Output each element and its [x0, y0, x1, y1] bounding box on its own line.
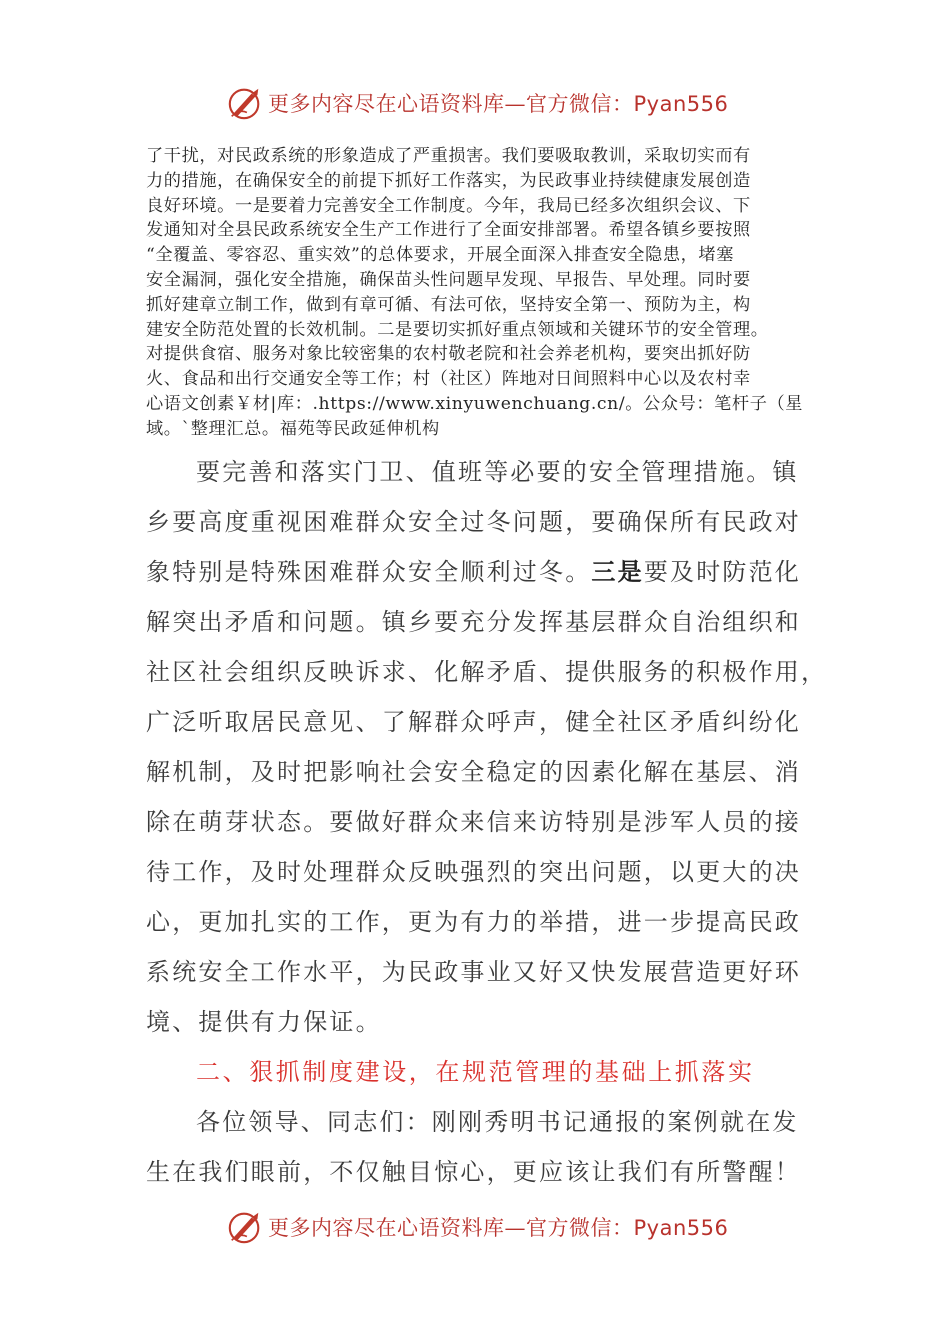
small-line: 建安全防范处置的长效机制。二是要切实抓好重点领域和关键环节的安全管理。: [146, 319, 769, 340]
small-line: 了干扰，对民政系统的形象造成了严重损害。我们要吸取教训，采取切实而有: [146, 146, 751, 166]
body-line: 待工作，及时处理群众反映强烈的突出问题，以更大的决: [146, 858, 801, 886]
body-line: 社区社会组织反映诉求、化解矛盾、提供服务的积极作用，: [146, 658, 828, 686]
body-line: 各位领导、同志们：刚刚秀明书记通报的案例就在发: [196, 1108, 799, 1136]
body-line: [146, 547, 802, 597]
small-line: 良好环境。一是要着力完善安全工作制度。今年，我局已经多次组织会议、下: [146, 195, 751, 216]
small-line: 抓好建章立制工作，做到有章可循、有法可依，坚持安全第一、预防为主，构: [146, 294, 751, 315]
body-line: 境、提供有力保证。: [146, 1008, 382, 1036]
small-line: 域。`整理汇总。福苑等民政延伸机构: [146, 418, 440, 439]
body-text: 要及时防范化: [643, 558, 802, 586]
banner-text: [268, 88, 728, 118]
body-line: 心，更加扎实的工作，更为有力的举措，进一步提高民政: [146, 908, 801, 936]
body-line: 解机制，及时把影响社会安全稳定的因素化解在基层、消: [146, 758, 801, 786]
banner-label: 更多内容尽在心语资料库—官方微信：: [268, 92, 634, 116]
small-line: 火、食品和出行交通安全等工作；村（社区）阵地对日间照料中心以及农村幸: [146, 369, 751, 390]
body-line: 广泛听取居民意见、了解群众呼声，健全社区矛盾纠纷化: [146, 708, 801, 736]
body-line: 生在我们眼前，不仅触目惊心，更应该让我们有所警醒！: [146, 1158, 801, 1186]
footer-banner: [226, 1208, 746, 1246]
pen-logo-icon: [226, 84, 264, 122]
banner-text: [268, 1212, 728, 1242]
body-line: 系统安全工作水平，为民政事业又好又快发展营造更好环: [146, 958, 801, 986]
banner-wechat-id: Pyan556: [633, 1216, 729, 1240]
body-line: 乡要高度重视困难群众安全过冬问题，要确保所有民政对: [146, 508, 801, 536]
body-line: 要完善和落实门卫、值班等必要的安全管理措施。镇: [196, 458, 799, 486]
small-line: 力的措施，在确保安全的前提下抓好工作落实，为民政事业持续健康发展创造: [146, 170, 751, 191]
header-banner: [226, 84, 746, 122]
small-line: 安全漏洞，强化安全措施，确保苗头性问题早发现、早报告、早处理。同时要: [146, 269, 751, 290]
small-line: “全覆盖、零容忍、重实效”的总体要求，开展全面深入排查安全隐患，堵塞: [146, 245, 734, 266]
pen-logo-icon: [226, 1208, 264, 1246]
body-line: 除在萌芽状态。要做好群众来信来访特别是涉军人员的接: [146, 808, 801, 836]
bold-marker: 三是: [591, 557, 644, 586]
body-line: 解突出矛盾和问题。镇乡要充分发挥基层群众自治组织和: [146, 608, 801, 636]
main-text-block: [146, 447, 828, 1197]
banner-wechat-id: Pyan556: [633, 92, 729, 116]
small-text-block: [146, 144, 818, 442]
small-line: 心语文创素￥材|库：.https://www.xinyuwenchuang.cn/。公众号：笔杆子（星: [146, 393, 804, 414]
small-line: 对提供食宿、服务对象比较密集的农村敬老院和社会养老机构，要突出抓好防: [146, 344, 751, 365]
small-line: 发通知对全县民政系统安全生产工作进行了全面安排部署。希望各镇乡要按照: [146, 220, 751, 241]
body-text: 象特别是特殊困难群众安全顺利过冬。: [146, 558, 592, 586]
banner-label: 更多内容尽在心语资料库—官方微信：: [268, 1216, 634, 1240]
section-heading: 二、狠抓制度建设，在规范管理的基础上抓落实: [196, 1058, 755, 1086]
